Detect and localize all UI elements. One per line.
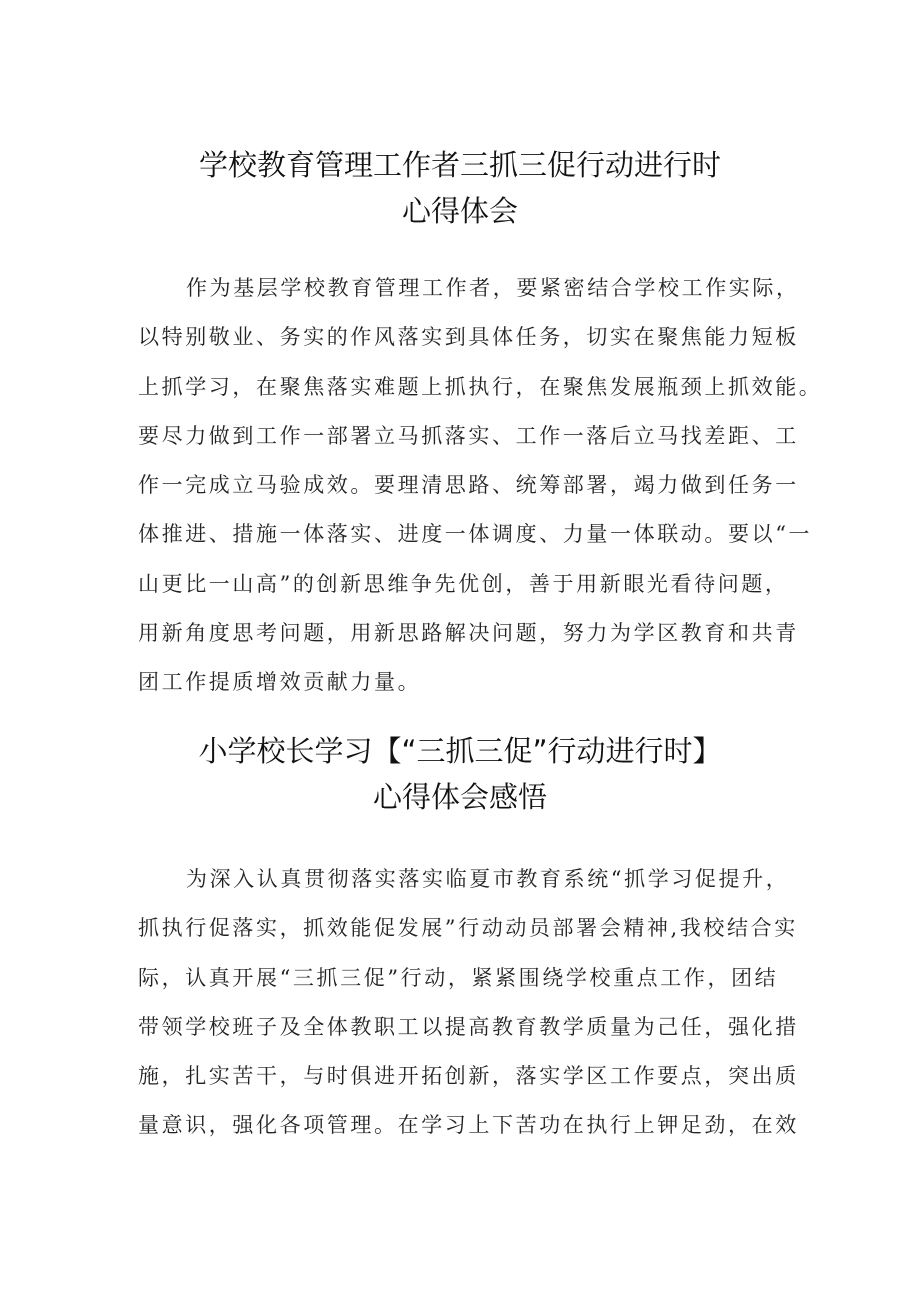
section-2-title-line-2: 心得体会感悟	[372, 780, 547, 814]
section-1-line-5: 作一完成立马验成效。要理清思路、统筹部署，竭力做到任务一	[138, 473, 799, 498]
section-1-line-7: 山更比一山高”的创新思维争先优创，善于用新眼光看待问题，	[138, 571, 789, 596]
section-2-line-4: 带领学校班子及全体教职工以提高教育教学质量为己任，强化措	[138, 1014, 799, 1039]
section-1-line-6: 体推进、措施一体落实、进度一体调度、力量一体联动。要以“一	[138, 522, 813, 547]
section-2-line-3: 际，认真开展“三抓三促”行动，紧紧围绕学校重点工作，团结	[138, 965, 779, 990]
section-1-title-line-1: 学校教育管理工作者三抓三促行动进行时	[198, 148, 721, 182]
section-1-title	[0, 142, 920, 234]
section-1-line-4: 要尽力做到工作一部署立马抓落实、工作一落后立马找差距、工	[138, 423, 799, 448]
section-2-line-6: 量意识，强化各项管理。在学习上下苦功在执行上钾足劲，在效	[138, 1113, 799, 1138]
section-2-title	[0, 728, 920, 820]
section-1-line-2: 以特别敬业、务实的作风落实到具体任务，切实在聚焦能力短板	[138, 325, 799, 350]
section-1-line-3: 上抓学习，在聚焦落实难题上抓执行，在聚焦发展瓶颈上抓效能。	[138, 374, 823, 399]
section-1-title-line-2: 心得体会	[401, 194, 518, 228]
section-2-line-5: 施，扎实苦干，与时俱进开拓创新，落实学区工作要点，突出质	[138, 1064, 799, 1089]
section-1-line-1: 作为基层学校教育管理工作者，要紧密结合学校工作实际，	[186, 276, 800, 300]
section-2-line-2: 抓执行促落实，抓效能促发展”行动动员部署会精神,我校结合实	[138, 916, 798, 941]
section-1-paragraph	[138, 264, 823, 708]
section-2-title-line-1: 小学校长学习【“三抓三促”行动进行时】	[198, 734, 722, 768]
section-2-paragraph	[138, 855, 799, 1151]
section-1-line-8: 用新角度思考问题，用新思路解决问题，努力为学区教育和共青	[138, 621, 799, 646]
section-1-line-9: 团工作提质增效贡献力量。	[138, 670, 422, 695]
section-2-line-1: 为深入认真贯彻落实落实临夏市教育系统“抓学习促提升，	[186, 867, 790, 891]
